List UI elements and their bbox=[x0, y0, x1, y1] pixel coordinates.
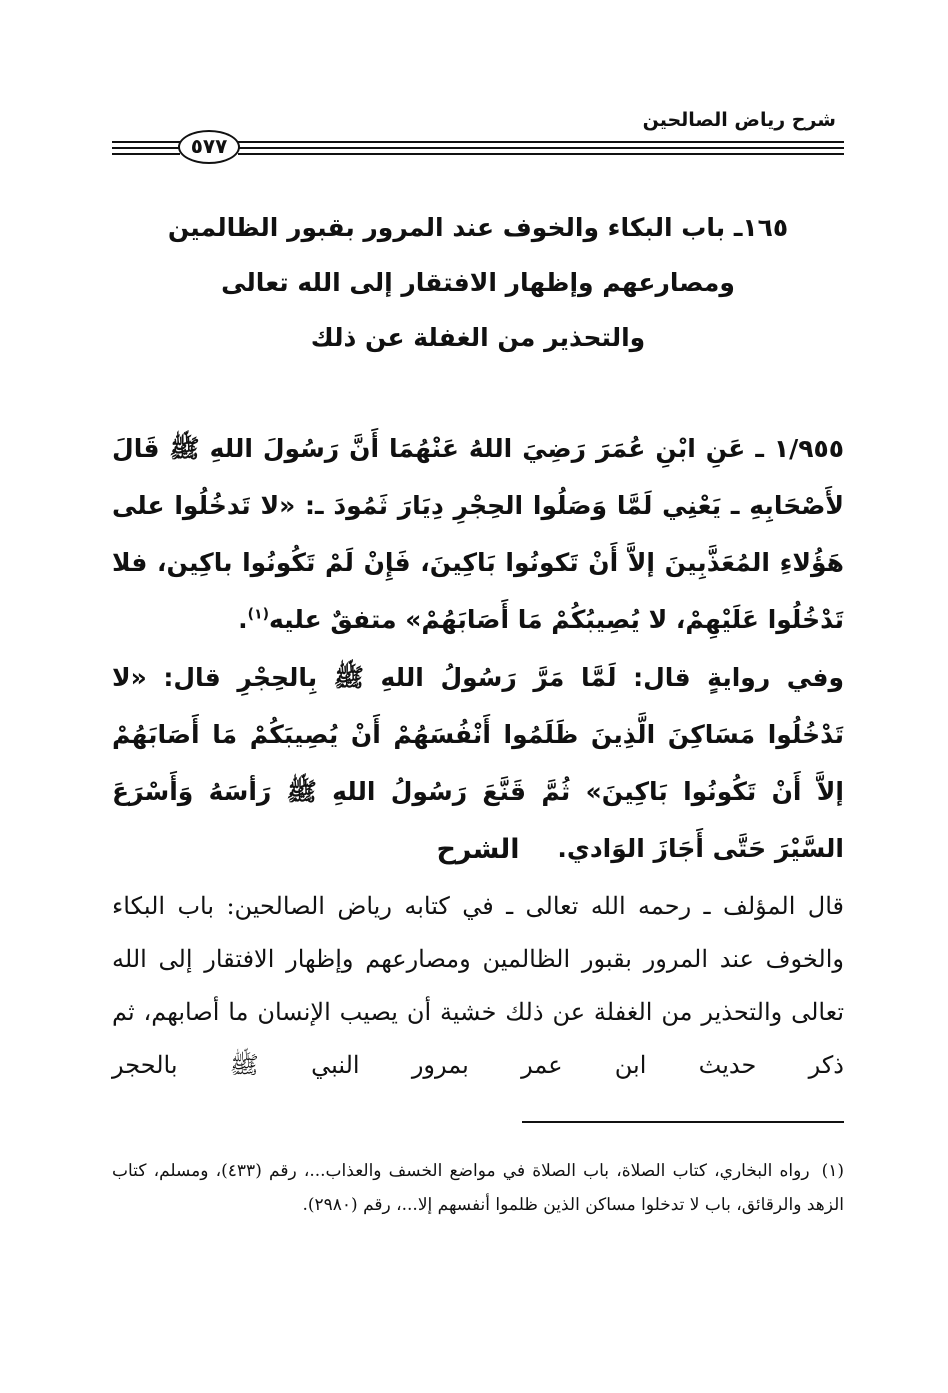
header-rule-line-left-bottom bbox=[112, 153, 180, 155]
footnote-reference[interactable]: (١) bbox=[247, 606, 269, 623]
footnote bbox=[112, 1154, 844, 1222]
footnote-number: (١) bbox=[821, 1161, 844, 1181]
hadith-paragraph-1 bbox=[112, 420, 844, 648]
footnote-separator bbox=[522, 1121, 844, 1123]
page-number: ٥٧٧ bbox=[178, 130, 240, 164]
chapter-heading-line-1: ١٦٥ـ باب البكاء والخوف عند المرور بقبور الظالمين bbox=[167, 213, 789, 242]
header-rule-line-right-mid bbox=[238, 147, 844, 149]
hadith-paragraph-2: وفي روايةٍ قال: لَمَّا مَرَّ رَسُولُ اللهِ ﷺ بِالحِجْرِ قال: «لا تَدْخُلُوا مَسَاكِنَ الَّذِينَ ظَلَمُوا أَنْفُسَهُمْ أَنْ يُصِيبَكُمْ مَا أَصَابَهُمْ إلاَّ أَنْ تَكُونُوا بَاكِينَ» ثُمَّ قَنَّعَ رَسُولُ اللهِ ﷺ رَأسَهُ وَأَسْرَعَ السَّيْرَ حَتَّى أَجَازَ الوَادي. bbox=[112, 663, 844, 863]
footnote-text: رواه البخاري، كتاب الصلاة، باب الصلاة في مواضع الخسف والعذاب...، رقم (٤٣٣)، ومسلم، كتاب الزهد والرقائق، باب لا تدخلوا مساكن الذين ظلموا أنفسهم إلا...، رقم (٢٩٨٠). bbox=[112, 1161, 844, 1215]
header-rule-line-left-top bbox=[112, 141, 180, 143]
running-header-title: شرح رياض الصالحين bbox=[642, 109, 836, 131]
chapter-heading bbox=[112, 200, 844, 365]
hadith-block bbox=[112, 420, 844, 877]
chapter-heading-line-2: ومصارعهم وإظهار الافتقار إلى الله تعالى bbox=[221, 268, 735, 297]
sharh-heading: الشرح bbox=[436, 834, 520, 865]
hadith-text-1-end: . bbox=[238, 605, 248, 634]
hadith-text-1: ١/٩٥٥ ـ عَنِ ابْنِ عُمَرَ رَضِيَ اللهُ عَنْهُمَا أَنَّ رَسُولَ اللهِ ﷺ قَالَ لأَصْحَابِهِ ـ يَعْنِي لَمَّا وَصَلُوا الحِجْرِ دِيَارَ ثَمُودَ ـ: «لا تَدخُلُوا على هَؤُلاءِ المُعَذَّبِينَ إلاَّ أَنْ تَكونُوا بَاكِينَ، فَإِنْ لَمْ تَكُونُوا باكِين، فلا تَدْخُلُوا عَلَيْهِمْ، لا يُصِيبُكُمْ مَا أَصَابَهُمْ» متفقٌ عليه bbox=[112, 434, 844, 634]
header-rule-line-right-top bbox=[238, 141, 844, 143]
commentary-text: قال المؤلف ـ رحمه الله تعالى ـ في كتابه رياض الصالحين: باب البكاء والخوف عند المرور بقبور الظالمين ومصارعهم وإظهار الافتقار إلى الله تعالى والتحذير من الغفلة عن ذلك خشية أن يصيب الإنسان ما أصابهم، ثم ذكر حديث ابن عمر بمرور النبي ﷺ بالحجر bbox=[112, 892, 844, 1079]
header-rule-line-right-bottom bbox=[238, 153, 844, 155]
header-rule-line-left-mid bbox=[112, 147, 180, 149]
chapter-heading-line-3: والتحذير من الغفلة عن ذلك bbox=[310, 323, 646, 352]
